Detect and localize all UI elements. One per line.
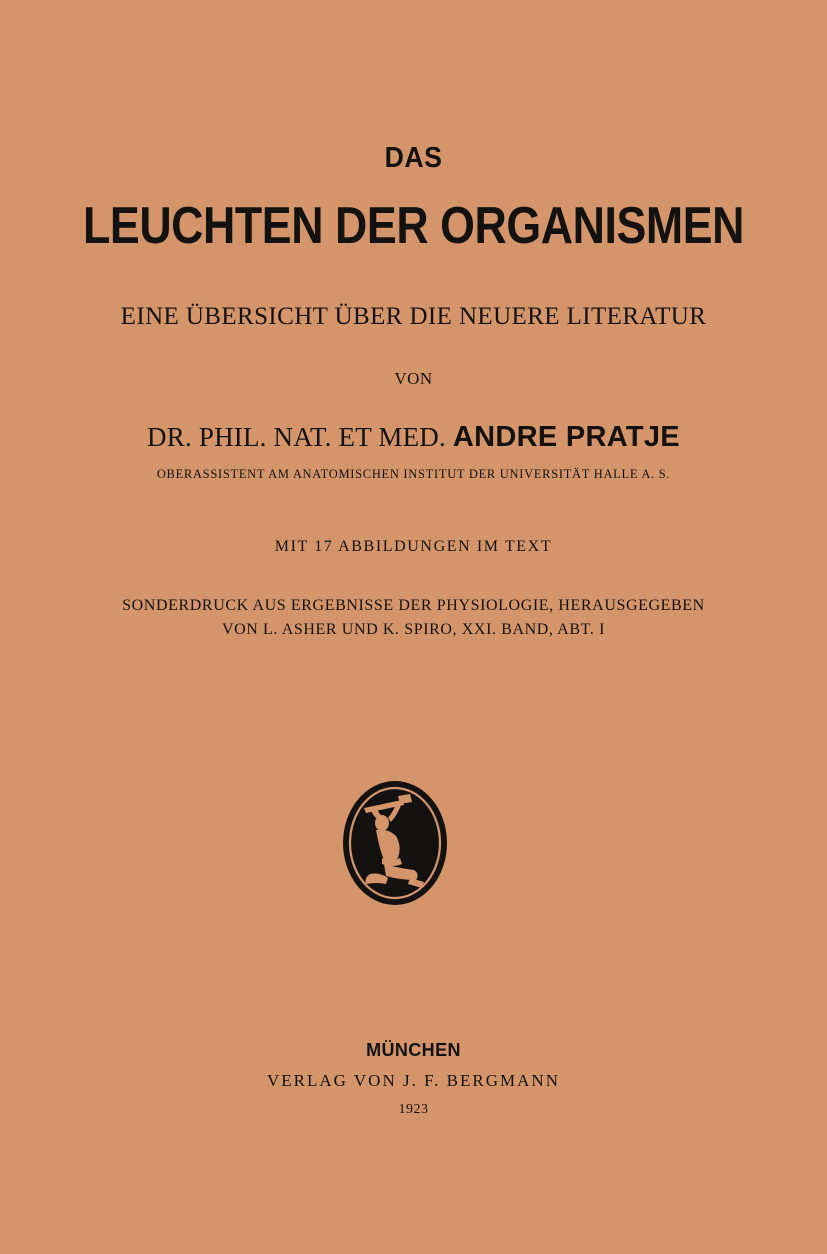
publication-year: 1923	[398, 1102, 429, 1117]
author-line	[0, 421, 827, 454]
figures-note: MIT 17 ABBILDUNGEN IM TEXT	[274, 538, 553, 555]
book-title: LEUCHTEN DER ORGANISMEN	[83, 197, 744, 255]
book-subtitle: EINE ÜBERSICHT ÜBER DIE NEUERE LITERATUR	[120, 303, 707, 330]
author-degree: DR. PHIL. NAT. ET MED.	[147, 422, 446, 452]
reprint-note-line-2: VON L. ASHER UND K. SPIRO, XXI. BAND, ABT. I	[221, 621, 605, 638]
title-article: DAS	[384, 142, 443, 174]
author-affiliation: OBERASSISTENT AM ANATOMISCHEN INSTITUT DER UNIVERSITÄT HALLE A. S.	[156, 467, 671, 481]
reprint-note-line-1: SONDERDRUCK AUS ERGEBNISSE DER PHYSIOLOGIE, HERAUSGEGEBEN	[122, 597, 705, 614]
publisher-emblem-icon	[340, 778, 450, 908]
by-label: VON	[394, 369, 433, 388]
publisher-city: MÜNCHEN	[366, 1040, 461, 1060]
publisher-name: VERLAG VON J. F. BERGMANN	[267, 1071, 560, 1090]
author-name: ANDRE PRATJE	[452, 421, 680, 453]
